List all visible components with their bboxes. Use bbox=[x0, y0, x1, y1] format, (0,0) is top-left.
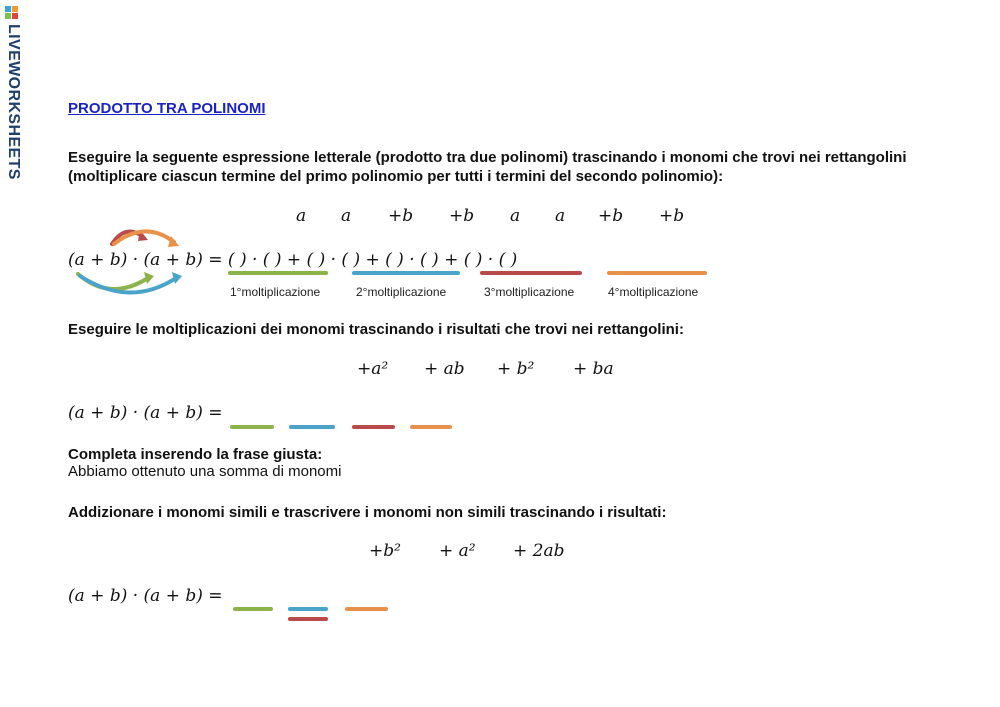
drag-tile[interactable]: a bbox=[341, 206, 352, 226]
drag-tile[interactable]: +b² bbox=[369, 541, 401, 561]
instruction-2: Eseguire le moltiplicazioni dei monomi trascinando i risultati che trovi nei rettangolini: bbox=[68, 321, 684, 338]
drag-tile[interactable]: + b² bbox=[497, 359, 535, 379]
answer-slot[interactable] bbox=[345, 607, 388, 611]
drag-tile[interactable]: a bbox=[555, 206, 566, 226]
sentence-answer[interactable]: Abbiamo ottenuto una somma di monomi bbox=[68, 463, 342, 480]
liveworksheets-brand bbox=[2, 6, 22, 202]
answer-slot[interactable] bbox=[289, 425, 335, 429]
multiplication-label: 4°moltiplicazione bbox=[608, 285, 699, 299]
drag-tile[interactable]: +b bbox=[388, 206, 414, 226]
equation-1: (a + b) · (a + b) = ( ) · ( ) + ( ) · ( ) + ( ) · ( ) + ( ) · ( ) bbox=[68, 250, 518, 270]
drag-tile[interactable]: + a² bbox=[439, 541, 476, 561]
multiplication-label: 1°moltiplicazione bbox=[230, 285, 321, 299]
drag-tile[interactable]: + ab bbox=[424, 359, 465, 379]
equation-2: (a + b) · (a + b) = bbox=[68, 403, 223, 423]
answer-slot[interactable] bbox=[288, 617, 328, 621]
answer-slot[interactable] bbox=[410, 425, 452, 429]
answer-slot[interactable] bbox=[352, 425, 395, 429]
multiplication-1-underline bbox=[228, 271, 328, 275]
answer-slot[interactable] bbox=[230, 425, 274, 429]
multiplication-label: 2°moltiplicazione bbox=[356, 285, 447, 299]
drag-tile[interactable]: a bbox=[510, 206, 521, 226]
drag-tile[interactable]: +b bbox=[598, 206, 624, 226]
drag-tile[interactable]: +a² bbox=[357, 359, 389, 379]
equation-3: (a + b) · (a + b) = bbox=[68, 586, 223, 606]
drag-tile[interactable]: +b bbox=[449, 206, 475, 226]
instruction-4: Addizionare i monomi simili e trascrivere i monomi non simili trascinando i risultati: bbox=[68, 504, 667, 521]
drag-tile[interactable]: +b bbox=[659, 206, 685, 226]
answer-slot[interactable] bbox=[288, 607, 328, 611]
drag-tile[interactable]: a bbox=[296, 206, 307, 226]
multiplication-3-underline bbox=[480, 271, 582, 275]
drag-tile[interactable]: + 2ab bbox=[513, 541, 565, 561]
multiplication-2-underline bbox=[352, 271, 460, 275]
instruction-1: Eseguire la seguente espressione letterale (prodotto tra due polinomi) trascinando i monomi che trovi nei rettangolini (moltiplicare ciascun termine del primo polinomio per tutti i termini del secondo polinomio): bbox=[68, 149, 907, 185]
brand-name: LIVEWORKSHEETS bbox=[5, 24, 22, 180]
drag-tile[interactable]: + ba bbox=[573, 359, 614, 379]
instruction-3: Completa inserendo la frase giusta: bbox=[68, 446, 323, 463]
page-title: PRODOTTO TRA POLINOMI bbox=[68, 100, 266, 117]
liveworksheets-logo-icon bbox=[5, 6, 20, 21]
multiplication-4-underline bbox=[607, 271, 707, 275]
multiplication-label: 3°moltiplicazione bbox=[484, 285, 575, 299]
answer-slot[interactable] bbox=[233, 607, 273, 611]
